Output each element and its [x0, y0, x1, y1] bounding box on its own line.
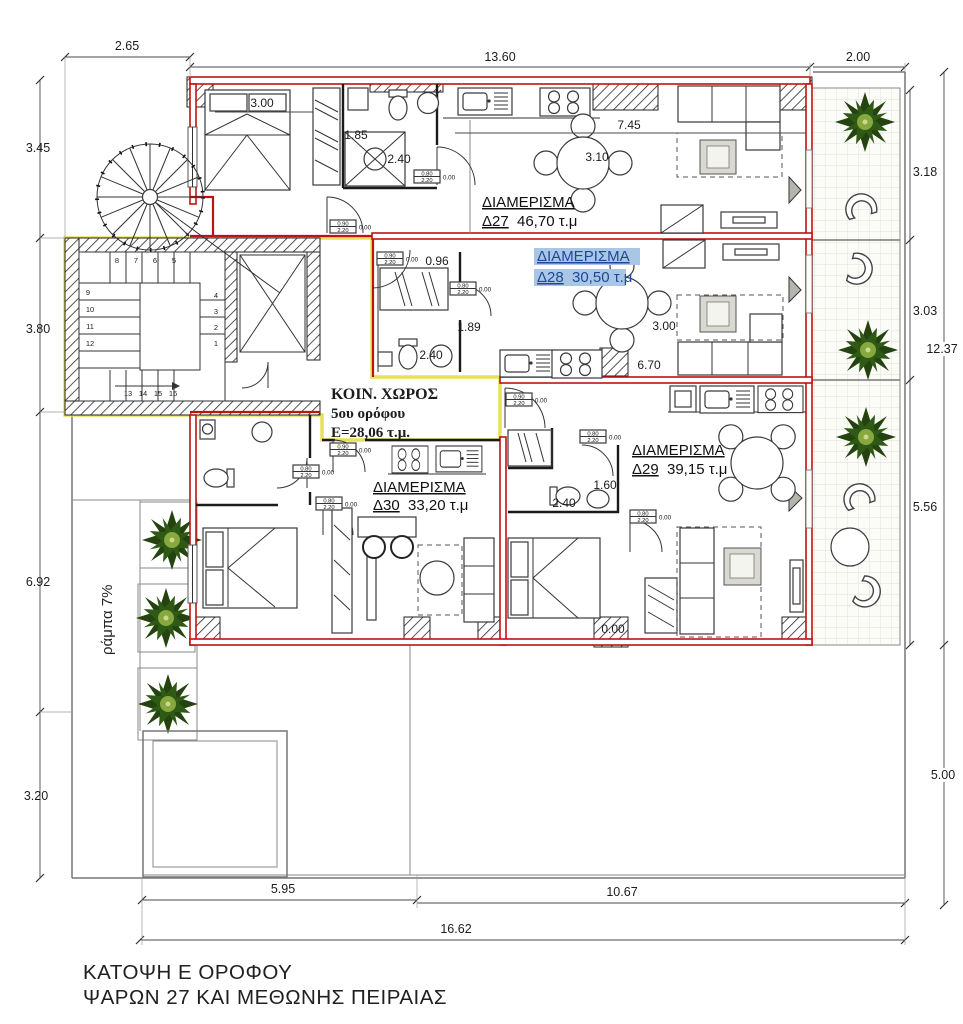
door-tag — [580, 430, 622, 444]
svg-text:0.00: 0.00 — [359, 447, 372, 455]
dim-d27-table: 3.10 — [585, 150, 609, 164]
bed — [508, 538, 600, 618]
dim-d29-sill: 0.00 — [601, 622, 625, 636]
svg-text:2.20: 2.20 — [323, 505, 335, 511]
stove-icon — [552, 350, 602, 378]
title-block — [83, 961, 447, 1009]
apartment-d29 — [505, 386, 826, 637]
svg-text:10: 10 — [85, 305, 95, 314]
dim-top-2: 2.00 — [845, 50, 871, 64]
dim-d27-living: 7.45 — [617, 118, 641, 132]
svg-text:30,50 τ.μ: 30,50 τ.μ — [572, 269, 633, 286]
sink-icon — [458, 88, 512, 115]
svg-text:1: 1 — [213, 339, 219, 348]
svg-text:2.20: 2.20 — [300, 473, 312, 479]
svg-text:Ε=28,06 τ.μ.: Ε=28,06 τ.μ. — [331, 425, 410, 441]
dim-top-0: 2.65 — [114, 39, 140, 53]
wardrobe — [645, 578, 677, 633]
svg-text:12: 12 — [85, 339, 95, 348]
svg-text:0.90: 0.90 — [513, 394, 525, 401]
balcony-table — [831, 528, 869, 566]
stove-icon — [758, 386, 803, 413]
dim-right-2: 12.37 — [926, 342, 958, 356]
dim-d29-bath-d: 2.40 — [552, 496, 576, 510]
door-tag — [330, 220, 372, 234]
svg-text:5ου ορόφου: 5ου ορόφου — [331, 406, 406, 422]
svg-text:0.00: 0.00 — [359, 224, 372, 232]
dim-right-1: 3.03 — [912, 304, 938, 318]
svg-text:46,70 τ.μ: 46,70 τ.μ — [517, 213, 578, 230]
toilet-icon — [204, 469, 234, 487]
label-d27: ΔΙΑΜΕΡΙΣΜΑ — [482, 194, 575, 211]
toilet-icon — [389, 90, 407, 120]
svg-text:13: 13 — [123, 389, 133, 398]
basin-icon — [418, 93, 439, 114]
sink-icon — [436, 446, 482, 472]
svg-text:5: 5 — [171, 256, 177, 265]
svg-text:0.90: 0.90 — [337, 444, 349, 451]
label-d29: ΔΙΑΜΕΡΙΣΜΑ — [632, 442, 725, 459]
svg-text:11: 11 — [86, 322, 94, 331]
svg-text:6: 6 — [152, 256, 158, 265]
dim-left-2: 6.92 — [25, 575, 51, 589]
wardrobe — [313, 88, 340, 185]
balcony-door-marker-icon — [789, 277, 801, 302]
svg-text:0.80: 0.80 — [637, 511, 649, 518]
svg-text:2.20: 2.20 — [384, 260, 396, 266]
dim-d27-bath-w: 1.85 — [344, 128, 368, 142]
svg-text:0.80: 0.80 — [457, 283, 469, 290]
svg-text:Δ27: Δ27 — [482, 213, 509, 230]
basin-icon — [252, 422, 272, 442]
svg-text:Δ28: Δ28 — [537, 269, 564, 286]
balcony-door-marker-icon — [789, 177, 801, 203]
door-tag — [414, 170, 456, 184]
svg-text:2.20: 2.20 — [513, 401, 525, 407]
svg-text:9: 9 — [85, 288, 91, 297]
stove-icon — [540, 88, 590, 116]
door-tag — [330, 443, 372, 457]
svg-text:0.00: 0.00 — [479, 286, 492, 294]
dim-left-3: 3.20 — [23, 789, 49, 803]
dim-d28-bath: 1.89 — [457, 320, 481, 334]
svg-text:0.80: 0.80 — [421, 171, 433, 178]
label-common-area: ΚΟΙΝ. ΧΩΡΟΣ — [331, 386, 439, 403]
console-d27 — [661, 205, 777, 233]
svg-text:Δ30: Δ30 — [373, 497, 400, 514]
svg-text:0.80: 0.80 — [323, 498, 335, 505]
svg-text:7: 7 — [133, 256, 139, 265]
tree-icon — [137, 673, 199, 735]
door-tag — [506, 393, 548, 407]
svg-text:4: 4 — [213, 291, 219, 300]
sofa-d29 — [680, 528, 714, 634]
svg-text:0.00: 0.00 — [406, 256, 419, 264]
dim-left-0: 3.45 — [25, 141, 51, 155]
bathroom-d30 — [196, 415, 310, 505]
drawing-subtitle: ΨΑΡΩΝ 27 ΚΑΙ ΜΕΘΩΝΗΣ ΠΕΙΡΑΙΑΣ — [83, 986, 448, 1009]
svg-text:14: 14 — [138, 389, 148, 398]
dim-d28-bath-d: 2.40 — [419, 348, 443, 362]
svg-text:16: 16 — [168, 389, 178, 398]
console-d28 — [663, 240, 779, 268]
dim-right-0: 3.18 — [912, 165, 938, 179]
kitchen-d27 — [443, 88, 600, 118]
svg-text:0.80: 0.80 — [300, 466, 312, 473]
door-tag — [377, 252, 419, 266]
right-balcony — [812, 88, 900, 645]
staircase — [79, 252, 225, 401]
svg-text:0.80: 0.80 — [587, 431, 599, 438]
dim-bottom-2: 16.62 — [440, 922, 472, 936]
dim-right-4: 5.00 — [930, 768, 956, 782]
label-ramp: ράμπα 7% — [99, 584, 116, 655]
svg-text:2.20: 2.20 — [337, 451, 349, 457]
svg-text:0.00: 0.00 — [535, 397, 548, 405]
svg-text:3: 3 — [213, 307, 219, 316]
svg-text:2.20: 2.20 — [637, 518, 649, 524]
svg-text:0.00: 0.00 — [345, 501, 358, 509]
door-tag — [630, 510, 672, 524]
dim-d28-living: 3.00 — [652, 319, 676, 333]
toilet-icon — [399, 339, 417, 369]
table-d30 — [358, 517, 416, 558]
dim-d28-width: 6.70 — [637, 358, 661, 372]
label-d30: ΔΙΑΜΕΡΙΣΜΑ — [373, 479, 466, 496]
bed — [205, 90, 290, 190]
svg-text:2: 2 — [213, 323, 219, 332]
door-tag — [293, 465, 335, 479]
dim-right-3: 5.56 — [912, 500, 938, 514]
dim-left-1: 3.80 — [25, 322, 51, 336]
dim-bottom-1: 10.67 — [606, 885, 638, 899]
skylight-structure — [143, 731, 287, 877]
svg-text:0.00: 0.00 — [322, 469, 335, 477]
svg-text:0.00: 0.00 — [609, 434, 622, 442]
elevator — [240, 255, 305, 388]
svg-text:0.90: 0.90 — [337, 221, 349, 228]
svg-text:2.20: 2.20 — [457, 290, 469, 296]
svg-text:15: 15 — [153, 389, 163, 398]
sink-icon — [700, 386, 754, 413]
svg-text:0.00: 0.00 — [659, 514, 672, 522]
label-d28: ΔΙΑΜΕΡΙΣΜΑ — [537, 248, 630, 265]
svg-text:2.20: 2.20 — [421, 178, 433, 184]
dim-bottom-0: 5.95 — [270, 882, 296, 896]
svg-text:0.90: 0.90 — [384, 253, 396, 260]
drawing-title: ΚΑΤΟΨΗ Ε ΟΡΟΦΟΥ — [83, 961, 293, 984]
svg-text:8: 8 — [114, 256, 120, 265]
door-tag — [450, 282, 492, 296]
svg-text:33,20 τ.μ: 33,20 τ.μ — [408, 497, 469, 514]
sink-icon — [500, 350, 554, 377]
tv-area-d30 — [418, 538, 494, 622]
svg-text:2.20: 2.20 — [337, 228, 349, 234]
dim-d28-hall: 0.96 — [425, 254, 449, 268]
svg-text:Δ29: Δ29 — [632, 461, 659, 478]
basin-icon — [587, 490, 609, 508]
kitchen-d28 — [500, 350, 602, 378]
svg-text:2.20: 2.20 — [587, 438, 599, 444]
dim-d27-bath-d: 2.40 — [387, 152, 411, 166]
dim-d29-bath-w: 1.60 — [593, 478, 617, 492]
dim-top-1: 13.60 — [484, 50, 516, 64]
svg-text:39,15 τ.μ: 39,15 τ.μ — [667, 461, 728, 478]
kitchen-d30 — [388, 446, 486, 474]
svg-text:0.00: 0.00 — [443, 174, 456, 182]
dim-d27-bed: 3.00 — [250, 96, 274, 110]
kitchen-d29 — [668, 386, 806, 413]
stove-icon — [392, 446, 428, 473]
bed — [203, 528, 297, 608]
